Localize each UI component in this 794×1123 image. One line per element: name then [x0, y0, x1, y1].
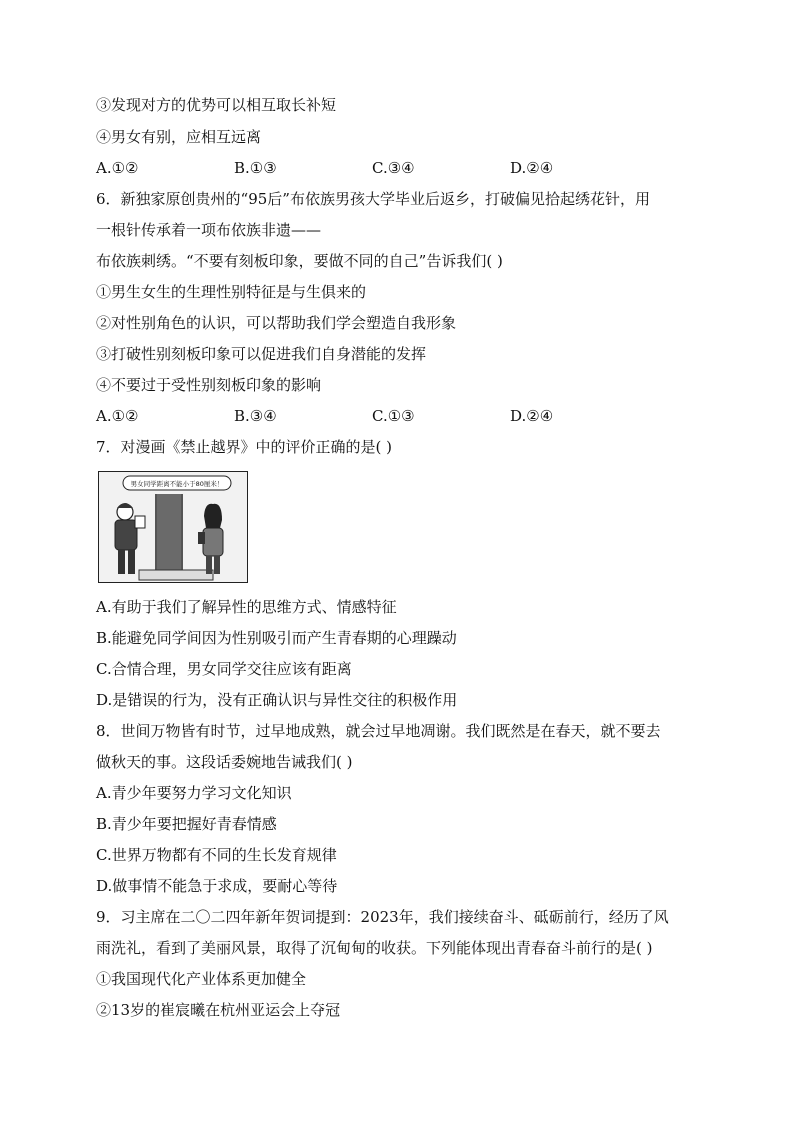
q8-option-a[interactable]: A.青少年要努力学习文化知识 — [96, 784, 292, 802]
q8-stem-line1: 8．世间万物皆有时节，过早地成熟，就会过早地凋谢。我们既然是在春天，就不要去 — [96, 722, 661, 740]
q7-option-a[interactable]: A.有助于我们了解异性的思维方式、情感特征 — [96, 598, 397, 616]
q6-option-a[interactable]: A.①② — [96, 407, 139, 425]
q5-option-b[interactable]: B.①③ — [234, 159, 277, 177]
q6-statement-4: ④不要过于受性别刻板印象的影响 — [96, 376, 322, 394]
q5-option-d[interactable]: D.②④ — [510, 159, 554, 177]
q6-option-d[interactable]: D.②④ — [510, 407, 554, 425]
comic-illustration — [99, 472, 247, 582]
q8-option-b[interactable]: B.青少年要把握好青春情感 — [96, 815, 277, 833]
q9-stem-line1: 9．习主席在二〇二四年新年贺词提到：2023年，我们接续奋斗、砥砺前行，经历了风 — [96, 908, 669, 926]
q6-option-b[interactable]: B.③④ — [234, 407, 277, 425]
comic-image — [98, 471, 248, 583]
q6-stem-line1: 6．新独家原创贵州的“95后”布依族男孩大学毕业后返乡，打破偏见拾起绣花针，用 — [96, 190, 650, 208]
q6-statement-1: ①男生女生的生理性别特征是与生俱来的 — [96, 283, 367, 301]
q6-stem-line2: 一根针传承着一项布依族非遗—— — [96, 221, 322, 239]
q6-option-c[interactable]: C.①③ — [372, 407, 415, 425]
q7-option-b[interactable]: B.能避免同学间因为性别吸引而产生青春期的心理躁动 — [96, 629, 457, 647]
q9-stem-line2: 雨洗礼，看到了美丽风景，取得了沉甸甸的收获。下列能体现出青春奋斗前行的是( ) — [96, 939, 653, 957]
comic-banner-text: 男女同学距离不能小于80厘米！ — [130, 480, 224, 488]
q7-stem: 7．对漫画《禁止越界》中的评价正确的是( ) — [96, 438, 393, 456]
q6-statement-3: ③打破性别刻板印象可以促进我们自身潜能的发挥 — [96, 345, 427, 363]
option-statement-4: ④男女有别，应相互远离 — [96, 128, 262, 146]
q5-option-a[interactable]: A.①② — [96, 159, 139, 177]
q8-option-d[interactable]: D.做事情不能急于求成，要耐心等待 — [96, 877, 338, 895]
q6-stem-line3: 布依族刺绣。“不要有刻板印象，要做不同的自己”告诉我们( ) — [96, 252, 503, 270]
q8-stem-line2: 做秋天的事。这段话委婉地告诫我们( ) — [96, 753, 353, 771]
option-statement-3: ③发现对方的优势可以相互取长补短 — [96, 96, 337, 114]
q7-option-c[interactable]: C.合情合理，男女同学交往应该有距离 — [96, 660, 352, 678]
q6-statement-2: ②对性别角色的认识，可以帮助我们学会塑造自我形象 — [96, 314, 457, 332]
q8-option-c[interactable]: C.世界万物都有不同的生长发育规律 — [96, 846, 337, 864]
q5-option-c[interactable]: C.③④ — [372, 159, 415, 177]
q9-statement-1: ①我国现代化产业体系更加健全 — [96, 970, 307, 988]
q7-option-d[interactable]: D.是错误的行为，没有正确认识与异性交往的积极作用 — [96, 691, 458, 709]
q9-statement-2: ②13岁的崔宸曦在杭州亚运会上夺冠 — [96, 1001, 341, 1019]
